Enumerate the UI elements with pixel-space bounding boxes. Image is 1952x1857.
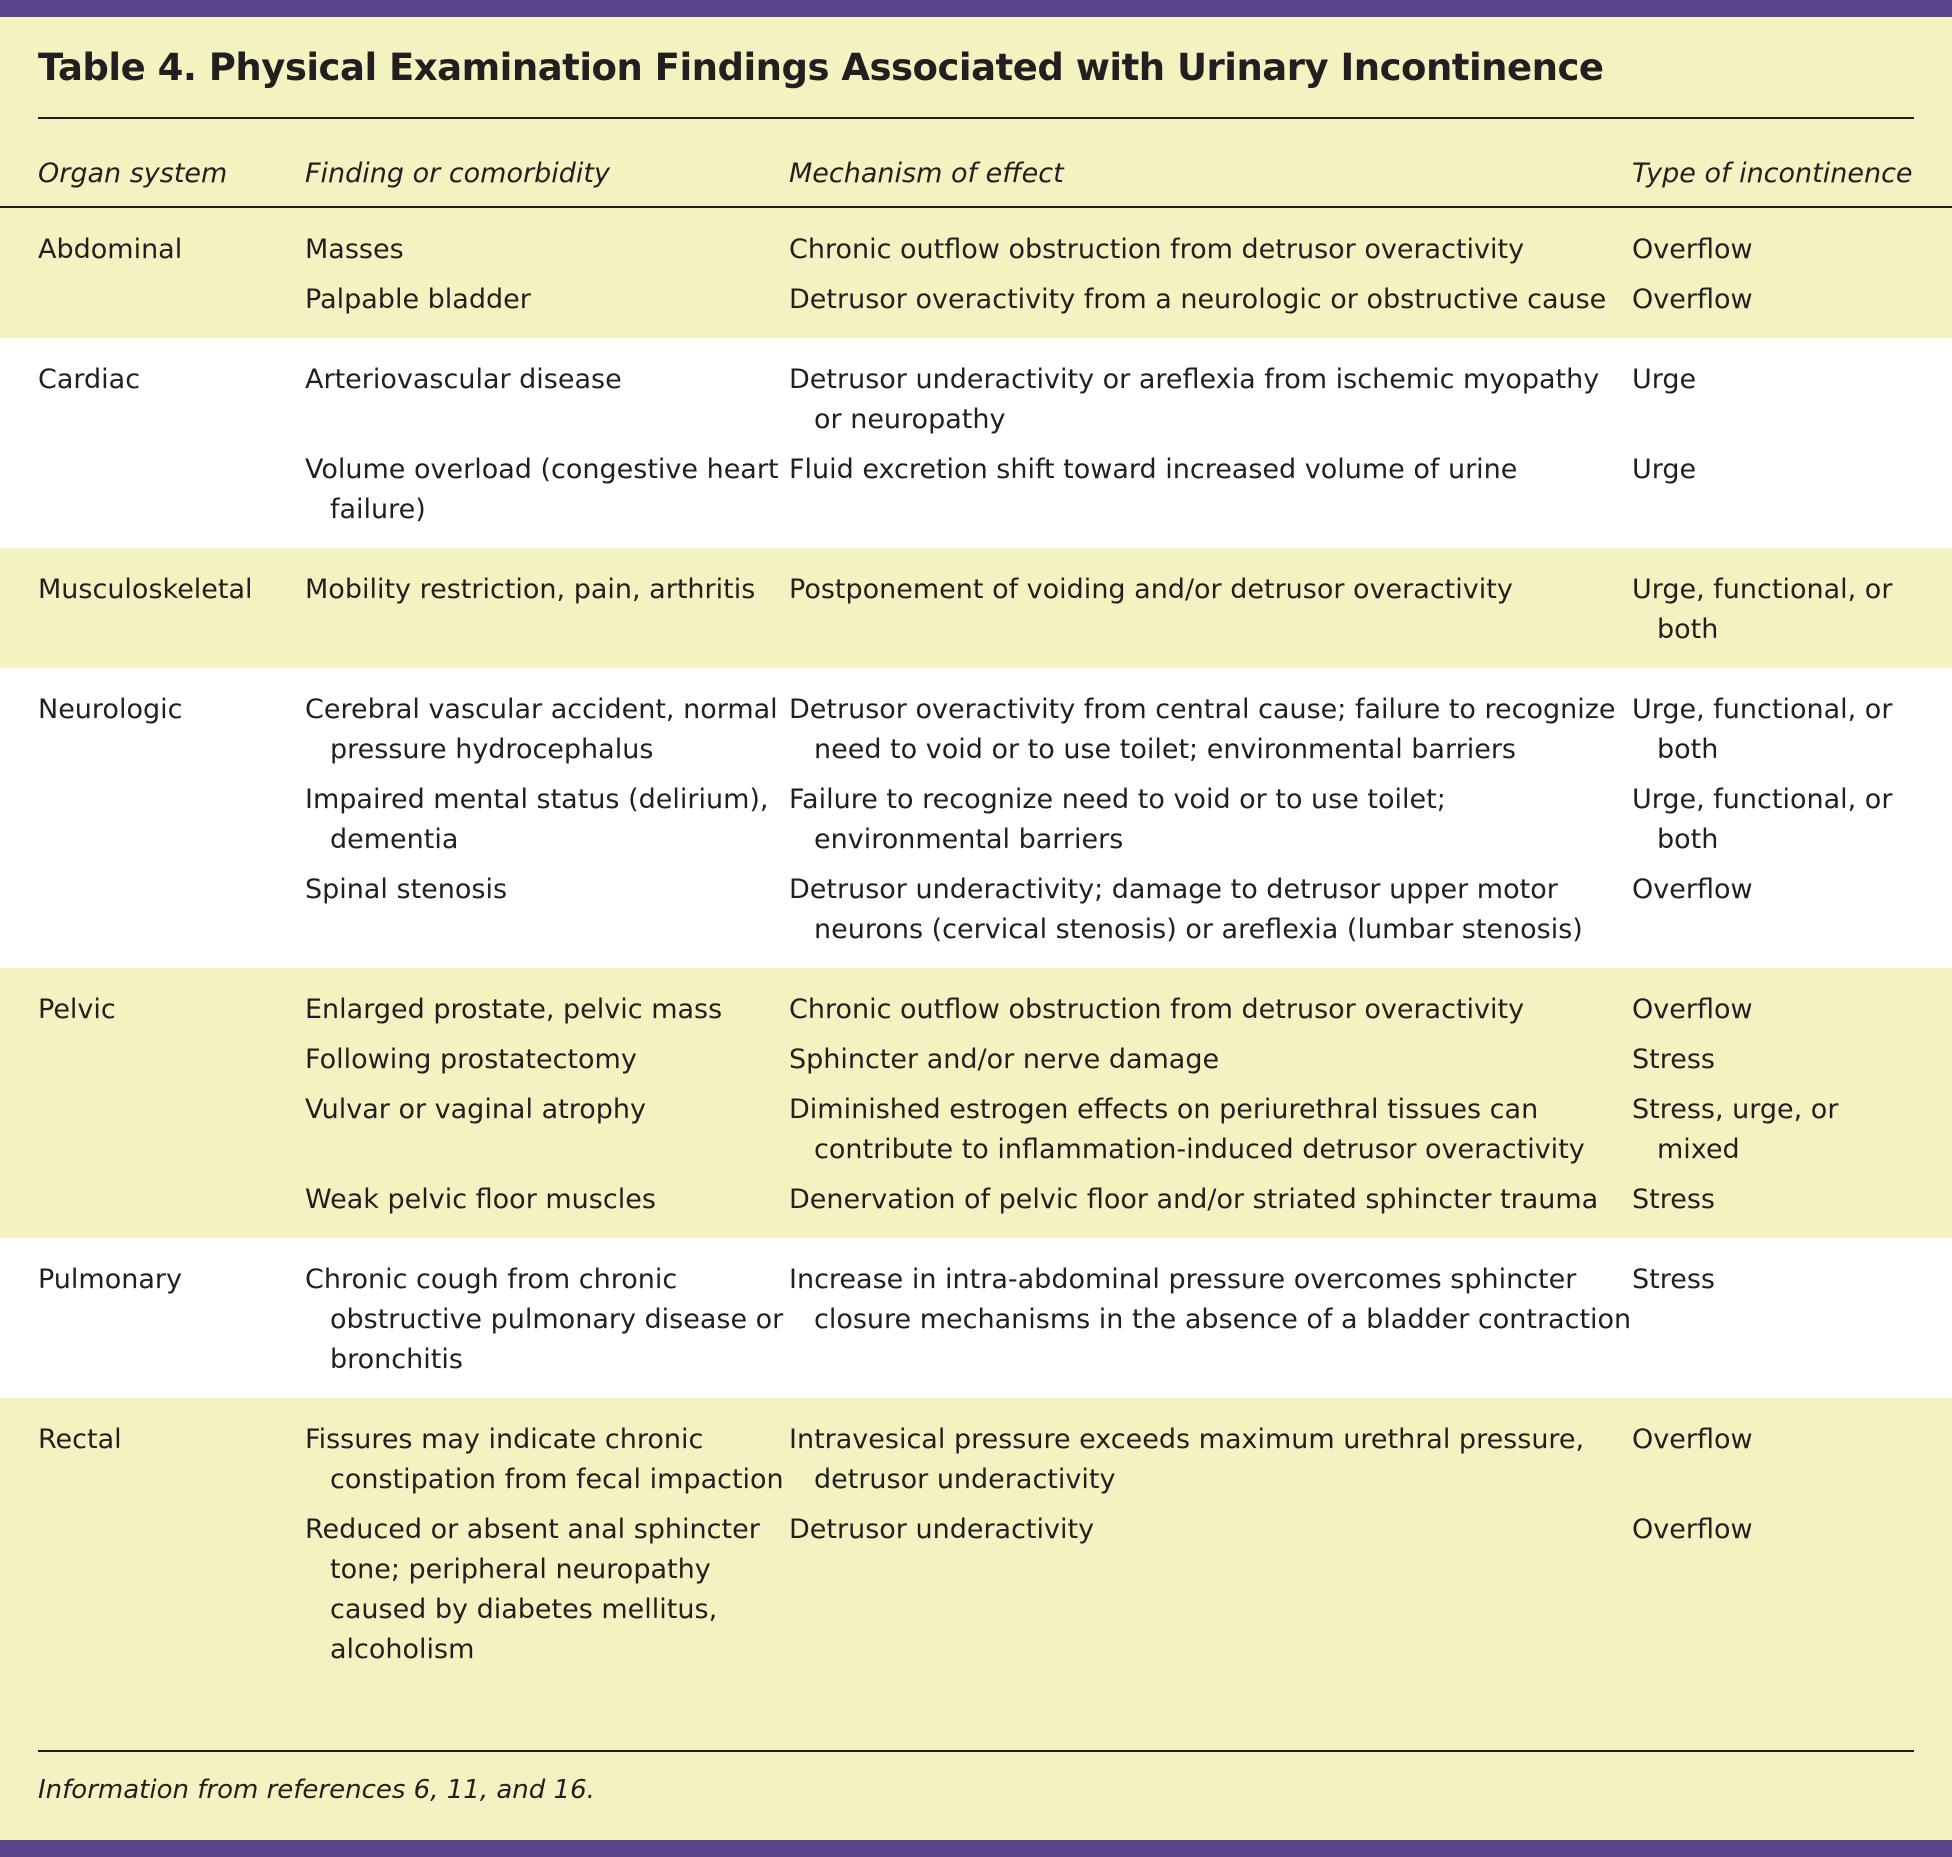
header-organ-system: Organ system <box>38 158 228 189</box>
organ-system-cell <box>0 870 305 968</box>
incontinence-type-cell-text: Stress <box>1632 1264 1715 1295</box>
table-row <box>0 1090 1952 1180</box>
organ-group-abdominal <box>0 207 1952 338</box>
organ-system-cell <box>0 207 305 280</box>
organ-system-cell-text: Abdominal <box>38 234 183 265</box>
finding-cell-text: Vulvar or vaginal atrophy <box>305 1094 646 1125</box>
table-title: Table 4. Physical Examination Findings Associated with Urinary Incontinence <box>38 46 1604 89</box>
mechanism-cell <box>789 1238 1632 1398</box>
organ-system-cell <box>0 450 305 548</box>
header-finding: Finding or comorbidity <box>305 158 610 189</box>
mechanism-cell <box>789 548 1632 668</box>
organ-group-musculoskeletal <box>0 548 1952 668</box>
mechanism-cell-text: Detrusor underactivity or areflexia from ischemic myopathy or neuropathy <box>789 364 1600 435</box>
mechanism-cell <box>789 338 1632 450</box>
finding-cell-text: Arteriovascular disease <box>305 364 622 395</box>
incontinence-type-cell-text: Urge, functional, or both <box>1632 694 1893 765</box>
table-row <box>0 1398 1952 1510</box>
mechanism-cell <box>789 1040 1632 1090</box>
organ-system-cell-text: Rectal <box>38 1424 122 1455</box>
bottom-accent-bar <box>0 1840 1952 1857</box>
table-row <box>0 1510 1952 1688</box>
mechanism-cell-text: Detrusor overactivity from central cause; failure to recognize need to void or to use toilet; environmental barriers <box>789 694 1616 765</box>
organ-system-cell <box>0 1040 305 1090</box>
organ-group-neurologic <box>0 668 1952 968</box>
mechanism-cell <box>789 207 1632 280</box>
top-accent-bar <box>0 0 1952 17</box>
finding-cell-text: Enlarged prostate, pelvic mass <box>305 994 723 1025</box>
footnote: Information from references 6, 11, and 16. <box>38 1775 595 1805</box>
incontinence-type-cell <box>1632 780 1952 870</box>
table-row <box>0 450 1952 548</box>
mechanism-cell-text: Chronic outflow obstruction from detrusor overactivity <box>789 994 1525 1025</box>
table-row <box>0 207 1952 280</box>
finding-cell <box>305 548 789 668</box>
header-row <box>0 148 1952 207</box>
organ-system-cell <box>0 548 305 668</box>
incontinence-type-cell <box>1632 668 1952 780</box>
table-row <box>0 548 1952 668</box>
incontinence-type-cell-text: Overflow <box>1632 874 1753 905</box>
organ-system-cell <box>0 968 305 1040</box>
table-row <box>0 668 1952 780</box>
mechanism-cell-text: Sphincter and/or nerve damage <box>789 1044 1220 1075</box>
incontinence-type-cell-text: Overflow <box>1632 1514 1753 1545</box>
footer-divider <box>38 1750 1914 1752</box>
organ-system-cell <box>0 780 305 870</box>
organ-system-cell-text: Musculoskeletal <box>38 574 253 605</box>
organ-system-cell <box>0 1090 305 1180</box>
organ-system-cell-text: Pulmonary <box>38 1264 182 1295</box>
incontinence-type-cell-text: Urge <box>1632 364 1697 395</box>
incontinence-type-cell-text: Urge, functional, or both <box>1632 574 1893 645</box>
organ-system-cell-text: Neurologic <box>38 694 183 725</box>
mechanism-cell <box>789 1398 1632 1510</box>
finding-cell-text: Masses <box>305 234 404 265</box>
table-row <box>0 338 1952 450</box>
organ-system-cell-text: Pelvic <box>38 994 116 1025</box>
incontinence-type-cell-text: Overflow <box>1632 284 1753 315</box>
finding-cell-text: Following prostatectomy <box>305 1044 637 1075</box>
table-row <box>0 1040 1952 1090</box>
mechanism-cell-text: Increase in intra-abdominal pressure overcomes sphincter closure mechanisms in the absence of a bladder contraction <box>789 1264 1632 1335</box>
mechanism-cell-text: Denervation of pelvic floor and/or striated sphincter trauma <box>789 1184 1599 1215</box>
organ-group-cardiac <box>0 338 1952 548</box>
mechanism-cell-text: Fluid excretion shift toward increased volume of urine <box>789 454 1518 485</box>
finding-cell <box>305 668 789 780</box>
header-type: Type of incontinence <box>1632 158 1913 189</box>
mechanism-cell <box>789 280 1632 338</box>
mechanism-cell <box>789 1180 1632 1238</box>
finding-cell <box>305 1040 789 1090</box>
finding-cell <box>305 968 789 1040</box>
mechanism-cell-text: Detrusor overactivity from a neurologic or obstructive cause <box>789 284 1607 315</box>
mechanism-cell <box>789 1510 1632 1688</box>
finding-cell <box>305 207 789 280</box>
finding-cell <box>305 1510 789 1688</box>
organ-group-pelvic <box>0 968 1952 1238</box>
header-mechanism: Mechanism of effect <box>789 158 1064 189</box>
mechanism-cell <box>789 450 1632 548</box>
incontinence-type-cell-text: Stress <box>1632 1184 1715 1215</box>
finding-cell-text: Palpable bladder <box>305 284 531 315</box>
table-row <box>0 1238 1952 1398</box>
finding-cell <box>305 1238 789 1398</box>
mechanism-cell <box>789 668 1632 780</box>
finding-cell <box>305 1090 789 1180</box>
incontinence-type-cell-text: Overflow <box>1632 994 1753 1025</box>
mechanism-cell-text: Chronic outflow obstruction from detrusor overactivity <box>789 234 1525 265</box>
finding-cell <box>305 450 789 548</box>
mechanism-cell <box>789 870 1632 968</box>
finding-cell-text: Spinal stenosis <box>305 874 508 905</box>
incontinence-type-cell <box>1632 450 1952 548</box>
finding-cell-text: Weak pelvic floor muscles <box>305 1184 656 1215</box>
incontinence-type-cell <box>1632 870 1952 968</box>
incontinence-type-cell <box>1632 1510 1952 1688</box>
mechanism-cell-text: Failure to recognize need to void or to use toilet; environmental barriers <box>789 784 1446 855</box>
incontinence-type-cell-text: Overflow <box>1632 1424 1753 1455</box>
mechanism-cell-text: Intravesical pressure exceeds maximum urethral pressure, detrusor underactivity <box>789 1424 1585 1495</box>
finding-cell-text: Mobility restriction, pain, arthritis <box>305 574 756 605</box>
finding-cell <box>305 1398 789 1510</box>
organ-system-cell <box>0 338 305 450</box>
incontinence-type-cell <box>1632 1090 1952 1180</box>
incontinence-type-cell <box>1632 1238 1952 1398</box>
organ-group-pulmonary <box>0 1238 1952 1398</box>
table-row <box>0 280 1952 338</box>
mechanism-cell-text: Detrusor underactivity <box>789 1514 1095 1545</box>
incontinence-type-cell <box>1632 1040 1952 1090</box>
incontinence-type-cell <box>1632 207 1952 280</box>
finding-cell-text: Chronic cough from chronic obstructive pulmonary disease or bronchitis <box>305 1264 784 1375</box>
incontinence-type-cell-text: Stress, urge, or mixed <box>1632 1094 1839 1165</box>
finding-cell-text: Impaired mental status (delirium), dementia <box>305 784 769 855</box>
incontinence-type-cell-text: Urge, functional, or both <box>1632 784 1893 855</box>
incontinence-type-cell <box>1632 968 1952 1040</box>
incontinence-type-cell <box>1632 338 1952 450</box>
mechanism-cell <box>789 780 1632 870</box>
mechanism-cell-text: Detrusor underactivity; damage to detrusor upper motor neurons (cervical stenosis) or areflexia (lumbar stenosis) <box>789 874 1583 945</box>
incontinence-type-cell <box>1632 548 1952 668</box>
finding-cell-text: Fissures may indicate chronic constipation from fecal impaction <box>305 1424 784 1495</box>
organ-system-cell <box>0 280 305 338</box>
finding-cell <box>305 780 789 870</box>
incontinence-type-cell-text: Overflow <box>1632 234 1753 265</box>
incontinence-type-cell <box>1632 1398 1952 1510</box>
table-row <box>0 1180 1952 1238</box>
table-row <box>0 968 1952 1040</box>
title-divider <box>38 117 1914 119</box>
finding-cell <box>305 870 789 968</box>
mechanism-cell <box>789 1090 1632 1180</box>
mechanism-cell <box>789 968 1632 1040</box>
finding-cell <box>305 338 789 450</box>
organ-system-cell <box>0 1510 305 1688</box>
mechanism-cell-text: Postponement of voiding and/or detrusor overactivity <box>789 574 1513 605</box>
finding-cell-text: Volume overload (congestive heart failure) <box>305 454 779 525</box>
finding-cell <box>305 1180 789 1238</box>
incontinence-type-cell <box>1632 280 1952 338</box>
mechanism-cell-text: Diminished estrogen effects on periurethral tissues can contribute to inflammation-induced detrusor overactivity <box>789 1094 1585 1165</box>
table-row <box>0 780 1952 870</box>
finding-cell-text: Reduced or absent anal sphincter tone; peripheral neuropathy caused by diabetes mellitus, alcoholism <box>305 1514 760 1665</box>
finding-cell-text: Cerebral vascular accident, normal pressure hydrocephalus <box>305 694 778 765</box>
incontinence-type-cell <box>1632 1180 1952 1238</box>
incontinence-type-cell-text: Stress <box>1632 1044 1715 1075</box>
findings-table <box>0 148 1952 1688</box>
finding-cell <box>305 280 789 338</box>
table-row <box>0 870 1952 968</box>
organ-system-cell <box>0 1398 305 1510</box>
organ-system-cell <box>0 1180 305 1238</box>
organ-system-cell <box>0 668 305 780</box>
organ-group-rectal <box>0 1398 1952 1688</box>
organ-system-cell-text: Cardiac <box>38 364 141 395</box>
organ-system-cell <box>0 1238 305 1398</box>
incontinence-type-cell-text: Urge <box>1632 454 1697 485</box>
